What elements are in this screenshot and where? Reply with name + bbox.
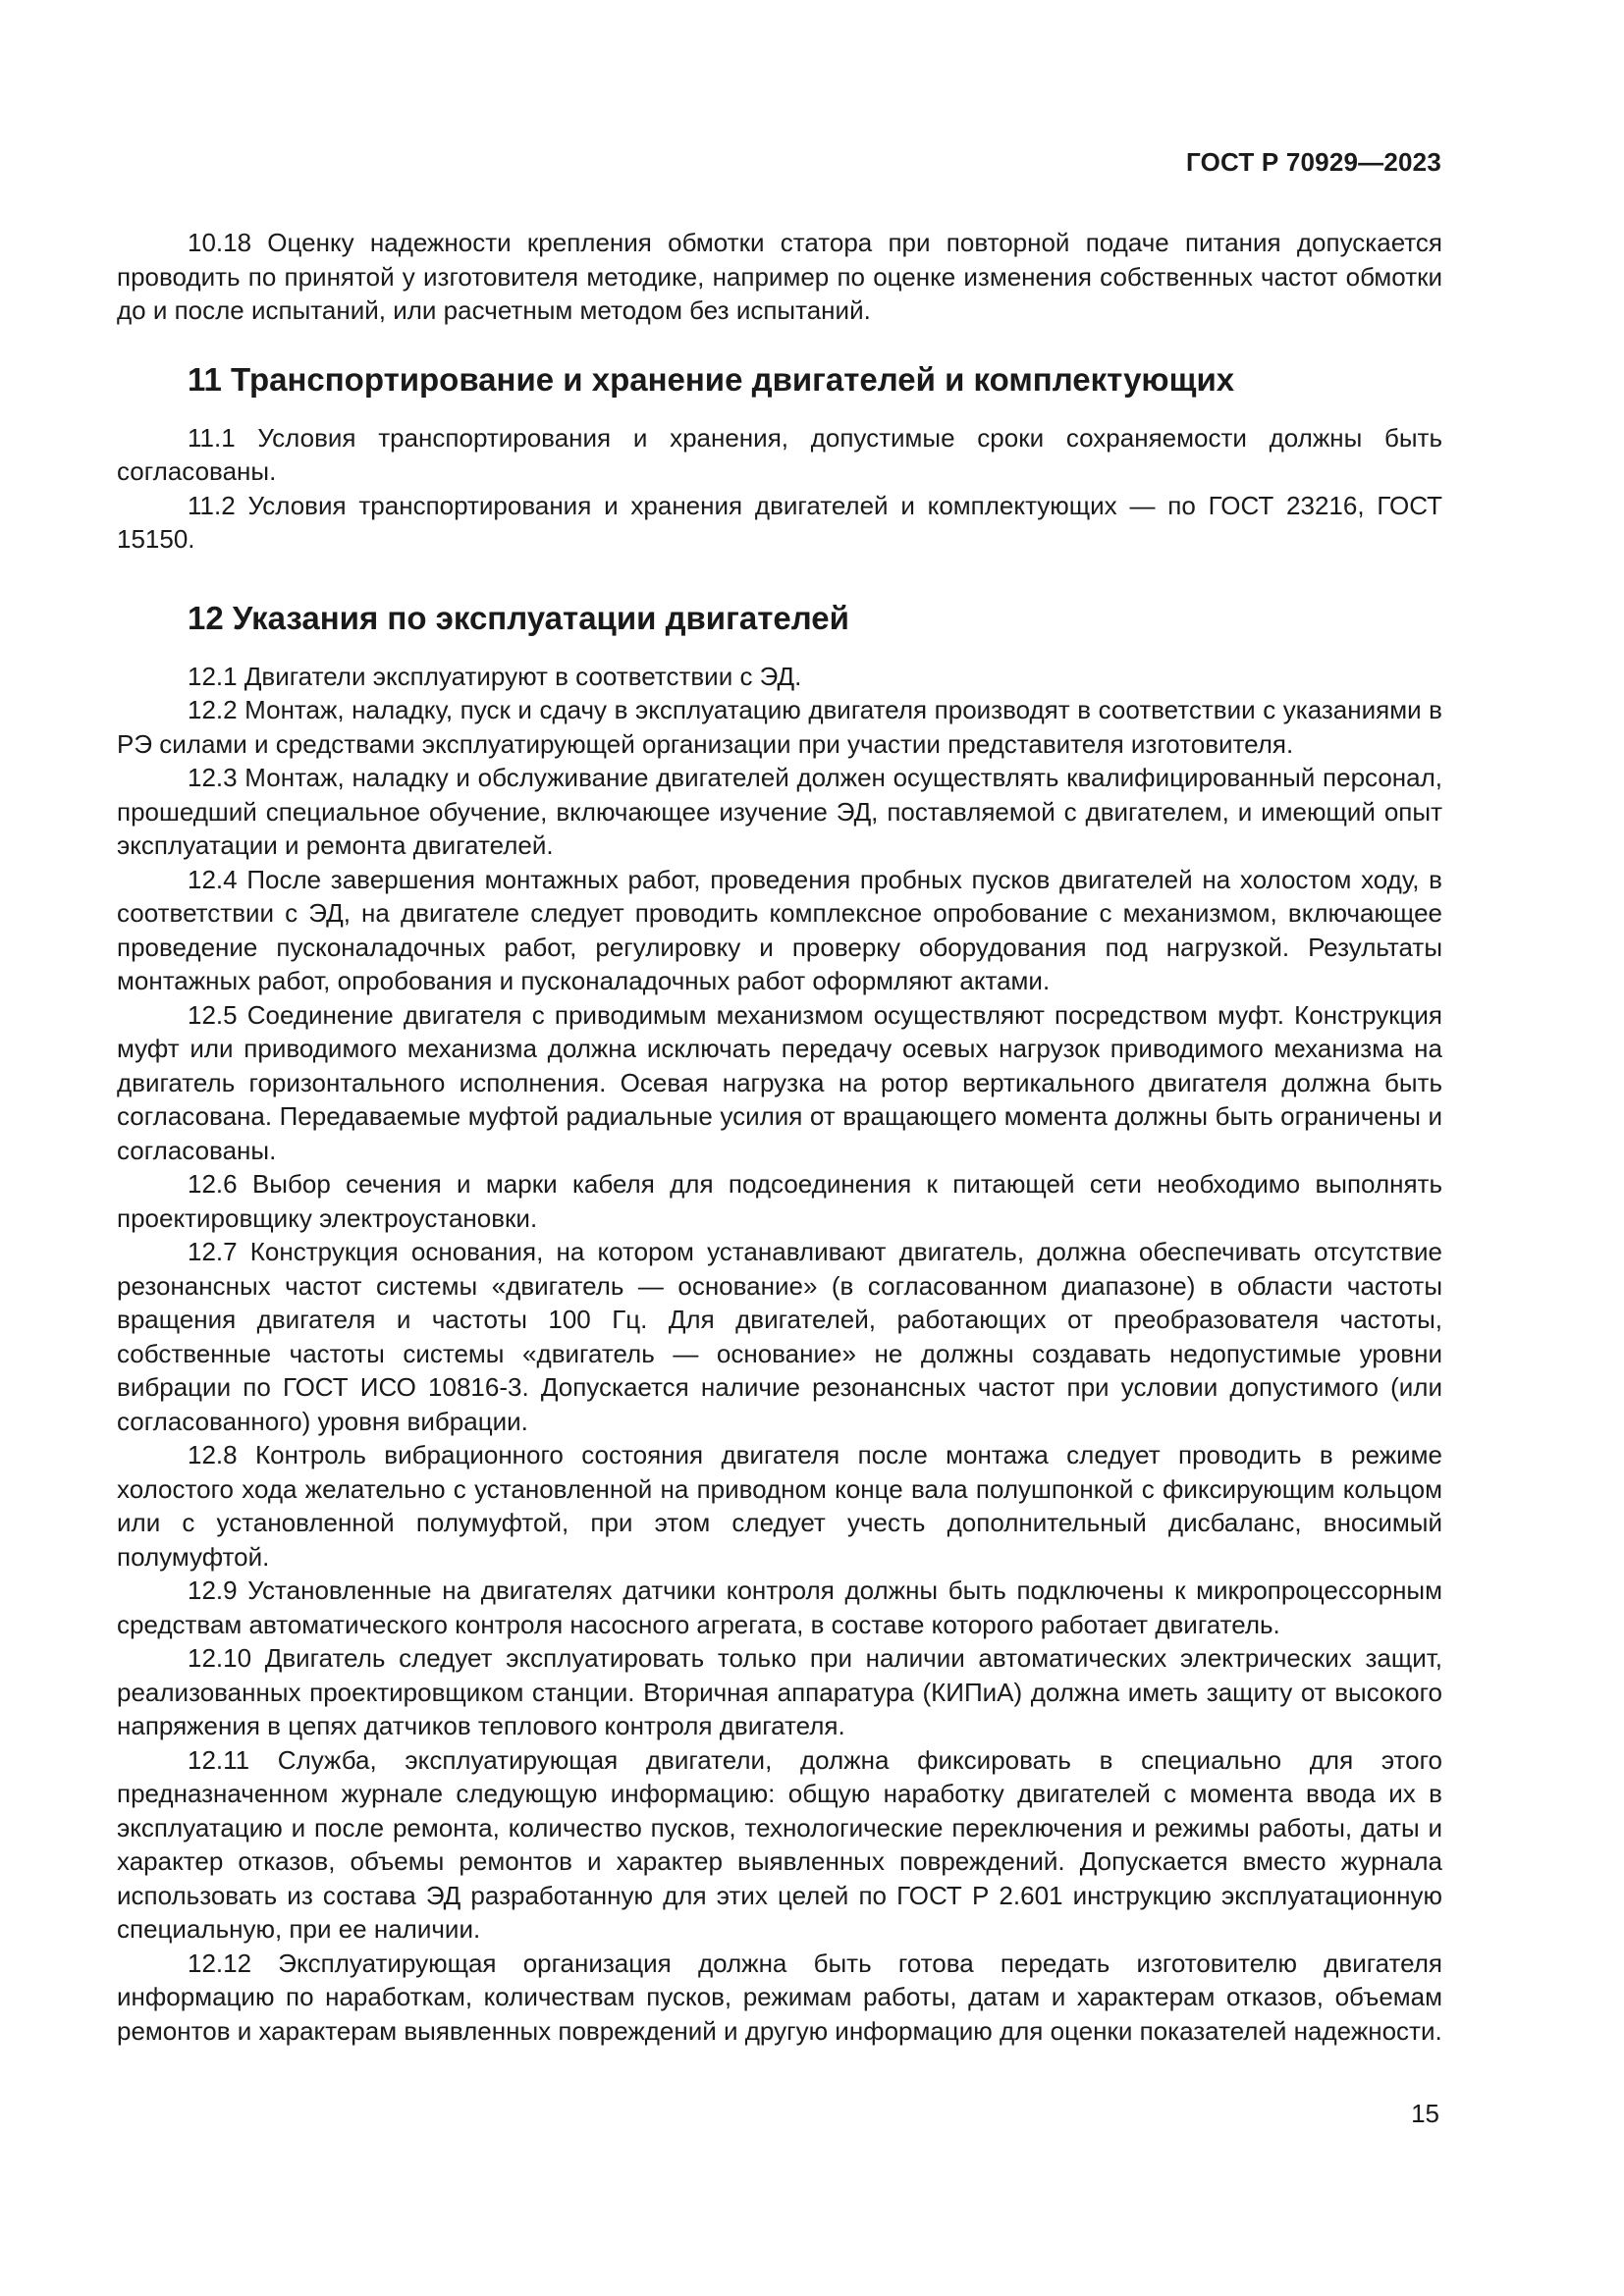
section-12-title: 12 Указания по эксплуатации двигателей — [188, 599, 849, 636]
paragraph-11-1: 11.1 Условия транспортирования и хранения, допустимые сроки сохраняемости должны быть согласованы. — [117, 422, 1442, 486]
page-number: 15 — [1411, 2099, 1439, 2128]
paragraph-12-8: 12.8 Контроль вибрационного состояния двигателя после монтажа следует проводить в режиме холостого хода желательно с установленной на приводном конце вала полушпонкой с фиксирующим кольцом или с установленной полумуфтой, при этом следует учесть дополнительный дисбаланс, вносимый полумуфтой. — [117, 1440, 1442, 1572]
paragraph-12-5: 12.5 Соединение двигателя с приводимым механизмом осуществляют посредством муфт. Конструкция муфт или приводимого механизма должна исключать передачу осевых нагрузок приводимого механизма на двигатель горизонтального исполнения. Осевая нагрузка на ротор вертикального двигателя должна быть согласована. Передаваемые муфтой радиальные усилия от вращающего момента должны быть ограничены и согласованы. — [117, 999, 1442, 1165]
paragraph-12-9: 12.9 Установленные на двигателях датчики контроля должны быть подключены к микропроцессорным средствам автоматического контроля насосного агрегата, в составе которого работает двигатель. — [117, 1575, 1442, 1639]
paragraph-12-12: 12.12 Эксплуатирующая организация должна быть готова передать изготовителю двигателя информацию по наработкам, количествам пусков, режимам работы, датам и характерам отказов, объемам ремонтов и характерам выявленных повреждений и другую информацию для оценки показателей надежности. — [117, 1948, 1442, 2046]
paragraph-12-3: 12.3 Монтаж, наладку и обслуживание двигателей должен осуществлять квалифицированный персонал, прошедший специальное обучение, включающее изучение ЭД, поставляемой с двигателем, и имеющий опыт эксплуатации и ремонта двигателей. — [117, 763, 1442, 860]
document-code: ГОСТ Р 70929—2023 — [1186, 147, 1441, 177]
page-content — [117, 226, 1442, 2048]
paragraph-12-7: 12.7 Конструкция основания, на котором устанавливают двигатель, должна обеспечивать отсутствие резонансных частот системы «двигатель — основание» (в согласованном диапазоне) в области частоты вращения двигателя и частоты 100 Гц. Для двигателей, работающих от преобразователя частоты, собственные частоты системы «двигатель — основание» не должны создавать недопустимые уровни вибрации по ГОСТ ИСО 10816-3. Допускается наличие резонансных частот при условии допустимого (или согласованного) уровня вибрации. — [117, 1237, 1442, 1436]
section-11-title: 11 Транспортирование и хранение двигателей и комплектующих — [188, 360, 1235, 398]
paragraph-12-2: 12.2 Монтаж, наладку, пуск и сдачу в эксплуатацию двигателя производят в соответствии с указаниями в РЭ силами и средствами эксплуатирующей организации при участии представителя изготовителя. — [117, 695, 1442, 759]
paragraph-12-1: 12.1 Двигатели эксплуатируют в соответствии с ЭД. — [188, 661, 802, 691]
paragraph-12-10: 12.10 Двигатель следует эксплуатировать только при наличии автоматических электрических защит, реализованных проектировщиком станции. Вторичная аппаратура (КИПиА) должна иметь защиту от высокого напряжения в цепях датчиков теплового контроля двигателя. — [117, 1643, 1442, 1740]
paragraph-11-2: 11.2 Условия транспортирования и хранения двигателей и комплектующих — по ГОСТ 23216, ГОСТ 15150. — [117, 490, 1442, 554]
paragraph-10-18: 10.18 Оценку надежности крепления обмотки статора при повторной подаче питания допускается проводить по принятой у изготовителя методике, например по оценке изменения собственных частот обмотки до и после испытаний, или расчетным методом без испытаний. — [117, 228, 1442, 325]
paragraph-12-4: 12.4 После завершения монтажных работ, проведения пробных пусков двигателей на холостом ходу, в соответствии с ЭД, на двигателе следует проводить комплексное опробование с механизмом, включающее проведение пусконаладочных работ, регулировку и проверку оборудования под нагрузкой. Результаты монтажных работ, опробования и пусконаладочных работ оформляют актами. — [117, 864, 1442, 995]
paragraph-12-11: 12.11 Служба, эксплуатирующая двигатели, должна фиксировать в специально для этого предназначенном журнале следующую информацию: общую наработку двигателей с момента ввода их в эксплуатацию и после ремонта, количество пусков, технологические переключения и режимы работы, даты и характер отказов, объемы ремонтов и характер выявленных повреждений. Допускается вместо журнала использовать из состава ЭД разработанную для этих целей по ГОСТ Р 2.601 инструкцию эксплуатационную специальную, при ее наличии. — [117, 1744, 1442, 1944]
paragraph-12-6: 12.6 Выбор сечения и марки кабеля для подсоединения к питающей сети необходимо выполнять проектировщику электроустановки. — [117, 1169, 1442, 1233]
